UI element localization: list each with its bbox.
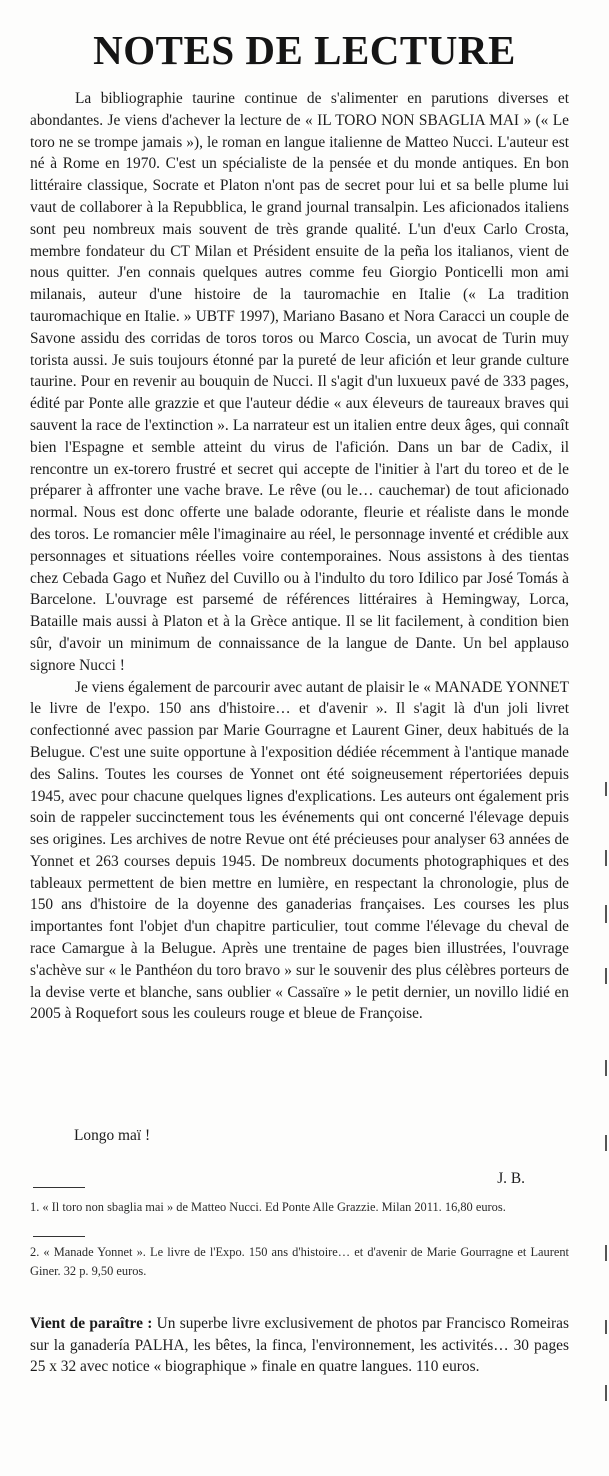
- announcement: [30, 1313, 569, 1378]
- announcement-label: Vient de paraître :: [30, 1315, 153, 1332]
- margin-mark: [605, 1320, 607, 1334]
- signoff: Longo maï !: [74, 1127, 151, 1144]
- margin-mark: [605, 905, 607, 923]
- article-body: [30, 88, 569, 1025]
- margin-mark: [605, 782, 607, 796]
- margin-mark: [605, 850, 607, 866]
- footnote-divider: [33, 1187, 85, 1188]
- author-signature: J. B.: [497, 1170, 525, 1187]
- footnote-1: 1. « Il toro non sbaglia mai » de Matteo Nucci. Ed Ponte Alle Grazzie. Milan 2011. 16,80 euros.: [30, 1200, 506, 1214]
- footnote-2: 2. « Manade Yonnet ». Le livre de l'Expo. 150 ans d'histoire… et d'avenir de Marie Gourragne et Laurent Giner. 32 p. 9,50 euros.: [30, 1245, 569, 1278]
- margin-mark: [605, 1060, 607, 1076]
- footnote-divider-2: [33, 1236, 85, 1237]
- paragraph-yonnet: Je viens également de parcourir avec autant de plaisir le « MANADE YONNET le livre de l'expo. 150 ans d'histoire… et d'avenir ». Il s'agit là d'un joli livret confectionné avec passion par Marie Gourragne et Laurent Giner, deux habitués de la Belugue. C'est une suite opportune à l'exposition dédiée récemment à l'antique manade des Salins. Toutes les courses de Yonnet ont été soigneusement répertoriées depuis 1945, avec pour chacune quelques lignes d'explications. Les auteurs ont également pris soin de rappeler succinctement tous les événements qui ont concerné l'élevage depuis ses origines. Les archives de notre Revue ont été précieuses pour analyser 63 années de Yonnet et 263 courses depuis 1945. De nombreux documents photographiques et des tableaux permettent de bien mettre en lumière, en respectant la chronologie, plus de 150 ans d'histoire de la doyenne des ganaderias françaises. Les courses les plus importantes font l'objet d'un chapitre particulier, tout comme l'élevage du cheval de race Camargue à la Belugue. Après une trentaine de pages bien illustrées, l'ouvrage s'achève sur « le Panthéon du toro bravo » sur le souvenir des plus célèbres porteurs de la devise verte et blanche, sans oublier « Cassaïre » le petit dernier, un novillo lidié en 2005 à Roquefort sous les couleurs rouge et bleue de Françoise.: [30, 678, 569, 1023]
- margin-mark: [605, 1385, 607, 1401]
- margin-mark: [605, 1135, 607, 1151]
- page-title: NOTES DE LECTURE: [93, 27, 516, 73]
- margin-mark: [605, 968, 607, 984]
- scan-margin-marks: [597, 0, 609, 1476]
- margin-mark: [605, 1245, 607, 1261]
- paragraph-nucci: La bibliographie taurine continue de s'alimenter en parutions diverses et abondantes. Je viens d'achever la lecture de « IL TORO NON SBAGLIA MAI » (« Le toro ne se trompe jamais »), le roman en langue italienne de Matteo Nucci. L'auteur est né à Rome en 1970. C'est un spécialiste de la pensée et du monde antiques. En bon littéraire classique, Socrate et Platon n'ont pas de secret pour lui et sa belle plume lui vaut de collaborer à la Repubblica, le grand journal transalpin. Les aficionados italiens sont peu nombreux mais souvent de très grande qualité. L'un d'eux Carlo Crosta, membre fondateur du CT Milan et Président ensuite de la peña los italianos, vient de nous quitter. J'en connais quelques autres comme feu Giorgio Ponticelli mon ami milanais, auteur d'une histoire de la tauromachie en Italie (« La tradition tauromachique en Italie. » UBTF 1997), Mariano Basano et Nora Caracci un couple de Savone assidu des corridas de toros toros ou Marco Coscia, un avocat de Turin muy torista aussi. Je suis toujours étonné par la pureté de leur afición et leur grande culture taurine. Pour en revenir au bouquin de Nucci. Il s'agit d'un luxueux pavé de 333 pages, édité par Ponte alle grazzie et que l'auteur dédie « aux éleveurs de taureaux braves qui sauvent la race de l'extinction ». La narrateur est un italien entre deux âges, qui connaît bien l'Espagne et semble atteint du virus de l'afición. Dans un bar de Cadix, il rencontre un ex-torero frustré et secret qui accepte de l'initier à l'art du toreo et de le préparer à affronter une vache brave. Le rêve (ou le… cauchemar) de tout aficionado normal. Nous est donc offerte une balade odorante, fleurie et réaliste dans le monde des toros. Le romancier mêle l'imaginaire au réel, le personnage inventé et crédible aux personnages et situations réelles voire contemporaines. Nous assistons à des tientas chez Cebada Gago et Nuñez del Cuvillo ou à l'indulto du toro Idilico par José Tomás à Barcelone. L'ouvrage est parsemé de références littéraires à Hemingway, Lorca, Bataille mais aussi à Platon et à la Grèce antique. Il se lit facilement, à condition bien sûr, d'avoir un minimum de connaissance de la langue de Dante. Un bel applauso signore Nucci !: [30, 90, 569, 674]
- announcement-text: Un superbe livre exclusivement de photos par Francisco Romeiras sur la ganadería PALHA, les bêtes, la finca, l'environnement, les activités… 30 pages 25 x 32 avec notice « biographique » finale en quatre langues. 110 euros.: [30, 1315, 569, 1376]
